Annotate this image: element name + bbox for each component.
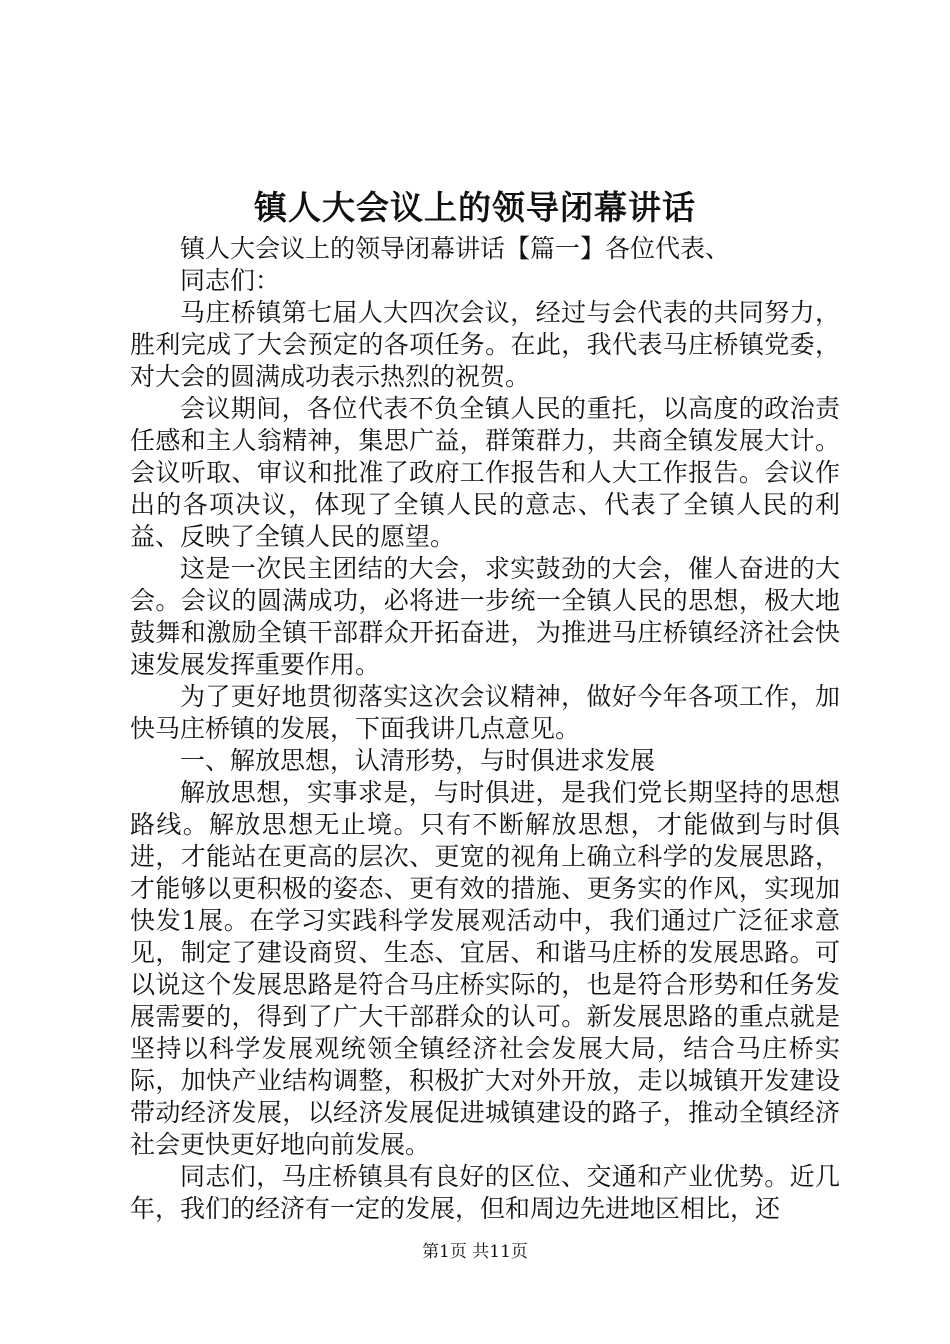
paragraph: 为了更好地贯彻落实这次会议精神，做好今年各项工作，加快马庄桥镇的发展，下面我讲几点意见。 [130, 682, 840, 743]
document-title: 镇人大会议上的领导闭幕讲话 [254, 188, 696, 227]
paragraph: 马庄桥镇第七届人大四次会议，经过与会代表的共同努力，胜利完成了大会预定的各项任务。在此，我代表马庄桥镇党委，对大会的圆满成功表示热烈的祝贺。 [130, 298, 840, 391]
document-body [130, 233, 840, 1225]
paragraph: 会议期间，各位代表不负全镇人民的重托，以高度的政治责任感和主人翁精神，集思广益，群策群力，共商全镇发展大计。会议听取、审议和批准了政府工作报告和人大工作报告。会议作出的各项决议，体现了全镇人民的意志、代表了全镇人民的利益、反映了全镇人民的愿望。 [130, 394, 840, 551]
paragraph: 这是一次民主团结的大会，求实鼓劲的大会，催人奋进的大会。会议的圆满成功，必将进一步统一全镇人民的思想，极大地鼓舞和激励全镇干部群众开拓奋进，为推进马庄桥镇经济社会快速发展发挥重要作用。 [130, 554, 840, 679]
paragraph: 同志们： [180, 266, 281, 295]
page-footer: 第1页 共11页 [422, 1242, 528, 1262]
paragraph: 解放思想，实事求是，与时俱进，是我们党长期坚持的思想路线。解放思想无止境。只有不断解放思想，才能做到与时俱进，才能站在更高的层次、更宽的视角上确立科学的发展思路，才能够以更积极的姿态、更有效的措施、更务实的作风，实现加快发1展。在学习实践科学发展观活动中，我们通过广泛征求意见，制定了建设商贸、生态、宜居、和谐马庄桥的发展思路。可以说这个发展思路是符合马庄桥实际的，也是符合形势和任务发展需要的，得到了广大干部群众的认可。新发展思路的重点就是坚持以科学发展观统领全镇经济社会发展大局，结合马庄桥实际，加快产业结构调整，积极扩大对外开放，走以城镇开发建设带动经济发展，以经济发展促进城镇建设的路子，推动全镇经济社会更快更好地向前发展。 [130, 778, 840, 1159]
section-heading: 一、解放思想，认清形势，与时俱进求发展 [180, 746, 656, 775]
paragraph: 镇人大会议上的领导闭幕讲话【篇一】各位代表、 [180, 234, 731, 263]
paragraph: 同志们，马庄桥镇具有良好的区位、交通和产业优势。近几年，我们的经济有一定的发展，但和周边先进地区相比，还 [130, 1162, 840, 1223]
